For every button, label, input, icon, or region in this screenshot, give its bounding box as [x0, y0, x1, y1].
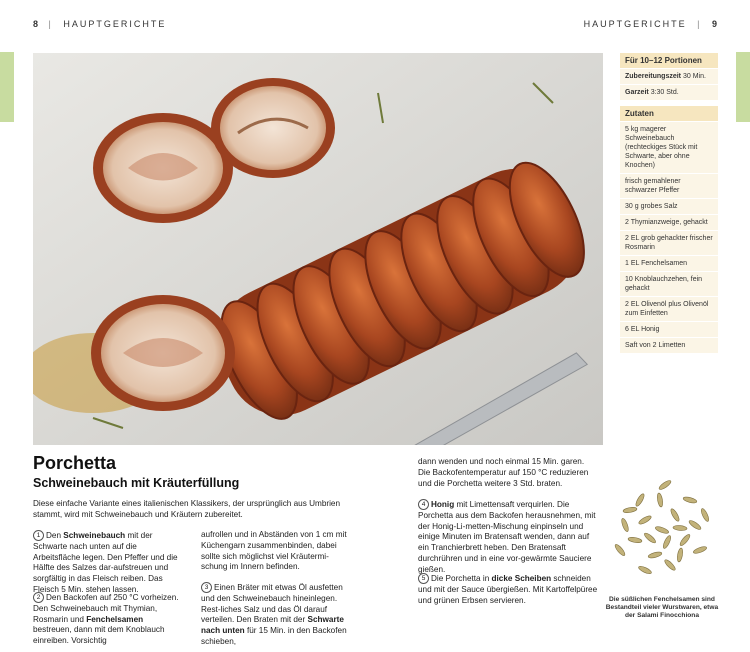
prep-time	[620, 68, 718, 84]
ingredient-item: frisch gemahlener schwarzer Pfeffer	[620, 173, 718, 198]
step-highlight: Schweinebauch	[63, 531, 126, 540]
porchetta-photo	[33, 53, 603, 445]
step-number: 3	[201, 582, 212, 593]
ingredient-item: 6 EL Honig	[620, 321, 718, 337]
step-highlight: Honig	[431, 500, 455, 509]
step-3	[201, 582, 351, 648]
step-text: Den Backofen auf 250 °C vorheizen. Den Schweinebauch mit Thymian, Rosmarin und	[33, 593, 179, 624]
ingredient-item: 1 EL Fenchelsamen	[620, 255, 718, 271]
ingredient-item: 10 Knoblauchzehen, fein gehackt	[620, 271, 718, 296]
section-tab-left	[0, 52, 14, 122]
ingredient-item: Saft von 2 Limetten	[620, 337, 718, 353]
ingredient-item: 2 EL Olivenöl plus Olivenöl zum Einfetten	[620, 296, 718, 321]
step-3-continued: dann wenden und noch einmal 15 Min. garen. Die Backofentemperatur auf 150 °C reduzieren und die Porchetta weitere 3 Std. braten.	[418, 457, 589, 488]
section-tab-right	[736, 52, 750, 122]
step-text: bestreuen, dann mit dem Knoblauch einreiben. Vorsichtig	[33, 625, 165, 646]
header-left	[33, 19, 166, 29]
step-1	[33, 530, 183, 596]
header-separator: |	[48, 19, 53, 29]
ingredient-item: 30 g grobes Salz	[620, 198, 718, 214]
ingredients-heading: Zutaten	[620, 106, 718, 121]
recipe-intro: Diese einfache Variante eines italienischen Klassikers, der ursprünglich aus Umbrien stammt, wird mit Schweinebauch und Kräutern zubereitet.	[33, 499, 341, 519]
section-title-right: HAUPTGERICHTE	[583, 19, 687, 29]
cook-value: 3:30 Std.	[650, 89, 679, 96]
fennel-seeds-image	[605, 470, 720, 588]
step-highlight: Schwarte nach unten	[201, 615, 344, 636]
prep-value: 30 Min.	[682, 73, 706, 80]
step-highlight: dicke Scheiben	[491, 574, 552, 583]
ingredient-item: 2 Thymianzweige, gehackt	[620, 214, 718, 230]
step-5	[418, 573, 598, 606]
prep-label: Zubereitungszeit	[625, 73, 682, 80]
porchetta-illustration	[33, 53, 603, 445]
step-text: mit Limettensaft verquirlen. Die Porchetta aus dem Backofen herausnehmen, mit der Honig-Li-metten-Mischung einpinseln und einige Minuten im Bratensaft wenden, dann auf ein Tranchierbrett heben. Den Bratensaft durchrühren und in eine vor-gewärmte Sauciere gießen.	[418, 500, 596, 574]
info-box	[620, 53, 718, 100]
step-number: 2	[33, 592, 44, 603]
cook-time	[620, 84, 718, 100]
step-text: Einen Bräter mit etwas Öl ausfetten und den Schweinebauch hineinlegen. Rest-liches Salz und das Öl darauf verteilen. Den Braten mit der	[201, 583, 343, 625]
step-4	[418, 499, 598, 576]
recipe-title: Porchetta	[33, 453, 117, 473]
step-number: 4	[418, 499, 429, 510]
step-text: für 15 Min. in den Backofen schieben,	[201, 626, 347, 646]
header-separator: |	[697, 19, 702, 29]
step-2-continued: aufrollen und in Abständen von 1 cm mit Küchengarn zusammenbinden, dabei sollte sich möglichst viel Kräutermi-schung im Innern befinden.	[201, 530, 347, 572]
step-text: Die Porchetta in	[431, 574, 492, 583]
ingredient-item: 5 kg magerer Schweinebauch (rechteckiges Stück mit Schwarte, aber ohne Knochen)	[620, 121, 718, 173]
step-number: 1	[33, 530, 44, 541]
step-text: Den	[46, 531, 64, 540]
step-number: 5	[418, 573, 429, 584]
fennel-seeds-icon	[605, 470, 720, 588]
recipe-subtitle: Schweinebauch mit Kräuterfüllung	[33, 476, 240, 490]
page-number-right: 9	[711, 19, 717, 29]
portions-heading: Für 10–12 Portionen	[620, 53, 718, 68]
header-right	[584, 19, 717, 29]
ingredient-item: 2 EL grob gehackter frischer Rosmarin	[620, 230, 718, 255]
photo-caption: Die süßlichen Fenchelsamen sind Bestandteil vieler Wurstwaren, etwa der Salami Finocchiona	[605, 596, 719, 620]
step-text: mit der Schwarte nach unten auf die Arbeitsfläche legen. Den Pfeffer und die Hälfte des Salzes dar-aufstreuen und sorgfältig in das Fleisch reiben. Das Fleisch 5 Min. stehen lassen.	[33, 531, 178, 594]
section-title-left: HAUPTGERICHTE	[63, 19, 167, 29]
step-2	[33, 592, 183, 647]
cook-label: Garzeit	[625, 89, 649, 96]
ingredients-box	[620, 106, 718, 353]
step-highlight: Fenchelsamen	[86, 614, 144, 624]
step-text: schneiden und mit der Sauce übergießen. Mit Kartoffelpüree und grünen Erbsen servieren.	[418, 574, 598, 605]
page-number-left: 8	[33, 19, 39, 29]
